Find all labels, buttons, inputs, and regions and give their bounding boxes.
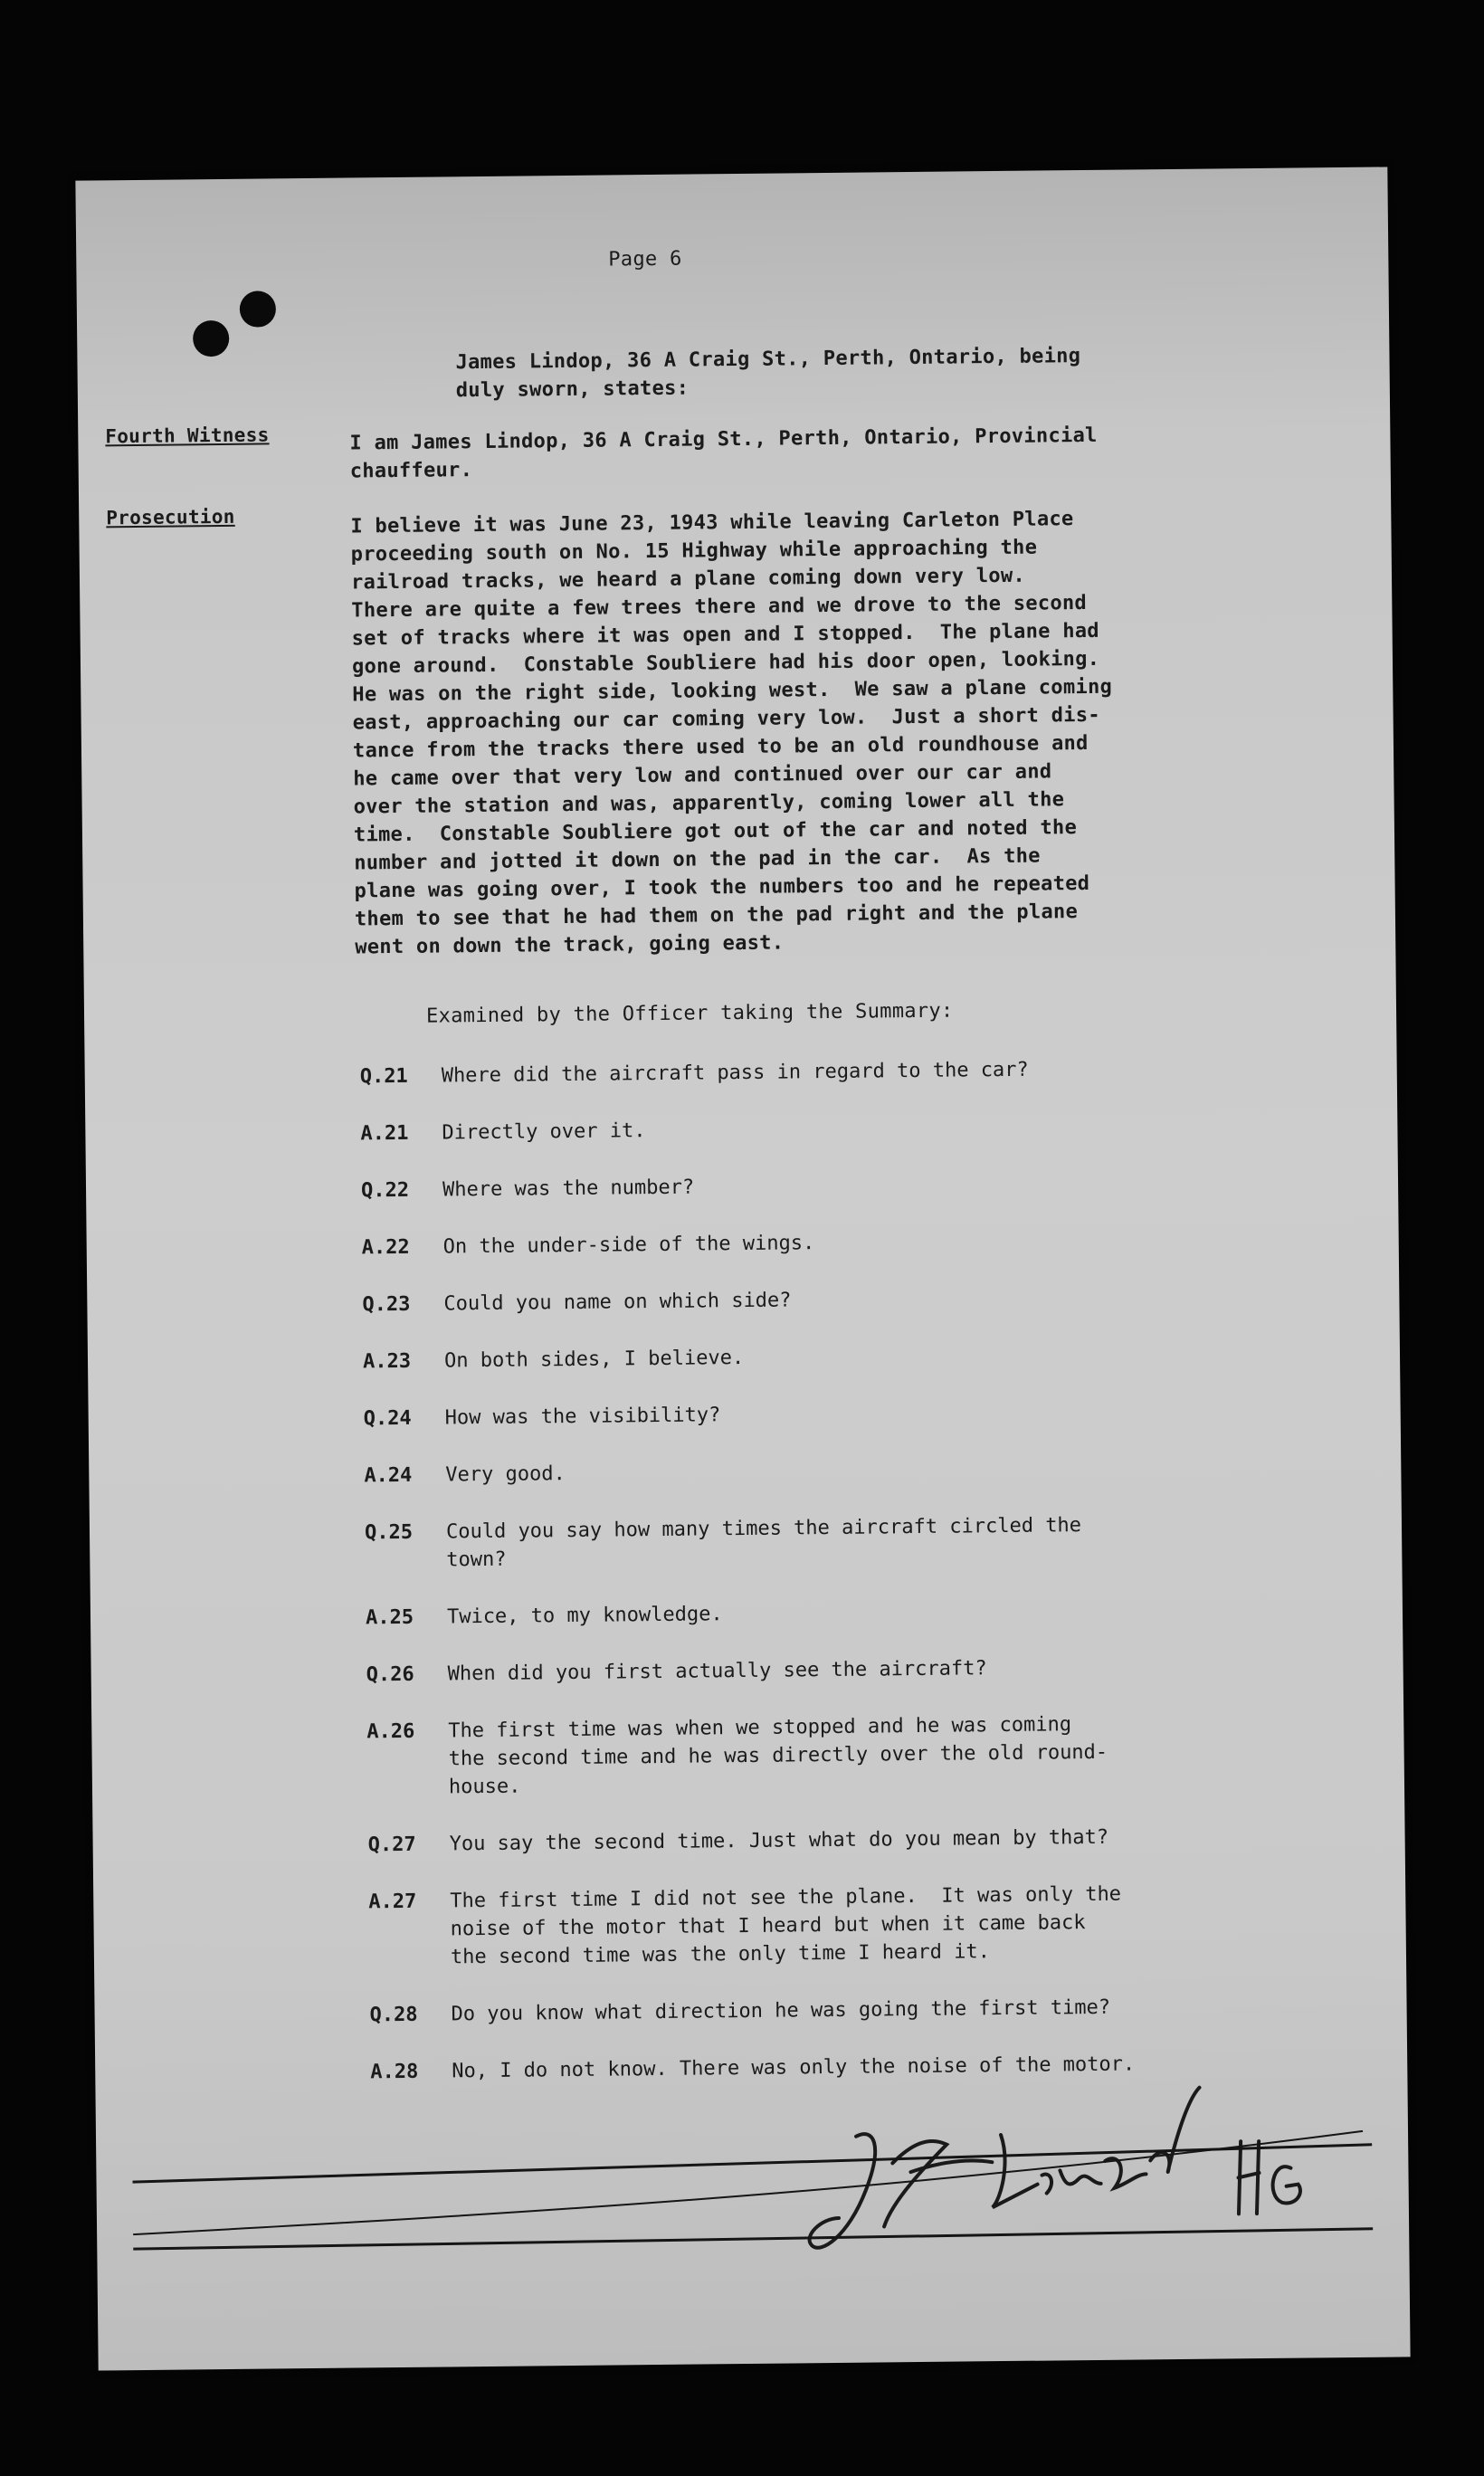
qa-number: Q.24: [363, 1406, 412, 1431]
qa-number: Q.26: [366, 1662, 414, 1687]
qa-text: On both sides, I believe.: [443, 1346, 745, 1373]
statement-identity: I am James Lindop, 36 A Craig St., Perth, Ontario, Provincial chauffeur.: [349, 424, 1098, 483]
qa-number: Q.21: [359, 1064, 408, 1089]
qa-number: A.25: [365, 1605, 414, 1630]
examined-by-heading: Examined by the Officer taking the Summary:: [425, 999, 954, 1028]
qa-text: The first time I did not see the plane. It was only the noise of the motor that I heard but when it came back the second time was the only time I heard it.: [450, 1882, 1122, 1969]
qa-text: Where was the number?: [442, 1176, 695, 1202]
signature-area: [75, 167, 1410, 2370]
qa-text: Where did the aircraft pass in regard to the car?: [441, 1058, 1029, 1088]
qa-text: The first time was when we stopped and he was coming the second time and he was directly over the old round- house.: [448, 1713, 1108, 1799]
qa-number: Q.22: [360, 1178, 410, 1203]
qa-number: A.28: [370, 2060, 419, 2084]
qa-text: Directly over it.: [442, 1119, 646, 1145]
qa-number: Q.23: [362, 1292, 411, 1317]
qa-number: Q.28: [369, 2003, 418, 2027]
qa-text: No, I do not know. There was only the noise of the motor.: [452, 2052, 1136, 2083]
qa-number: Q.27: [367, 1833, 416, 1857]
document-page: [75, 167, 1410, 2370]
qa-text: On the under-side of the wings.: [442, 1232, 815, 1259]
qa-number: A.27: [368, 1890, 417, 1914]
signature-flourish: [132, 2131, 1364, 2234]
qa-text: Do you know what direction he was going the first time?: [451, 1995, 1111, 2026]
statement-body: I believe it was June 23, 1943 while leaving Carleton Place proceeding south on No. 15 Highway while approaching the railroad tracks, we heard a plane coming down very low. There are quite a few trees there and we drove to the second set of tracks where it was open and I stopped. The plane had gone around. Constable Soubliere had his door open, looking. He was on the right side, looking west. We saw a plane coming east, approaching our car coming very low. Just a short dis- tance from the tracks there used to be an old roundhouse and he came over that very low and continued over our car and over the station and was, apparently, coming lower all the time. Constable Soubliere got out of the car and noted the number and jotted it down on the pad in the car. As the plane was going over, I took the numbers too and he repeated them to see that he had them on the pad right and the plane went on down the track, going east.: [350, 508, 1113, 959]
qa-text: Could you say how many times the aircraft circled the town?: [445, 1514, 1082, 1572]
bottom-rule: [133, 2229, 1373, 2249]
qa-text: When did you first actually see the aircraft?: [447, 1657, 987, 1686]
qa-number: A.24: [364, 1463, 413, 1488]
witness-label-line1: Fourth Witness: [105, 424, 270, 448]
page-number: Page 6: [608, 247, 682, 271]
qa-number: A.22: [361, 1235, 410, 1260]
qa-text: Twice, to my knowledge.: [446, 1603, 723, 1629]
signature-rule: [132, 2145, 1372, 2182]
qa-text: You say the second time. Just what do you mean by that?: [449, 1825, 1109, 1856]
qa-number: Q.25: [364, 1520, 414, 1545]
witness-intro: James Lindop, 36 A Craig St., Perth, Ontario, being duly sworn, states:: [455, 345, 1081, 403]
signature-handwritten: [808, 2088, 1201, 2248]
qa-text: How was the visibility?: [444, 1404, 721, 1430]
qa-text: Could you name on which side?: [443, 1289, 792, 1316]
qa-number: A.26: [366, 1719, 415, 1744]
initials-handwritten: [1238, 2141, 1300, 2214]
qa-number: A.23: [362, 1349, 412, 1374]
qa-text: Very good.: [445, 1462, 566, 1487]
qa-number: A.21: [360, 1121, 409, 1146]
witness-label-line2: Prosecution: [106, 505, 235, 529]
